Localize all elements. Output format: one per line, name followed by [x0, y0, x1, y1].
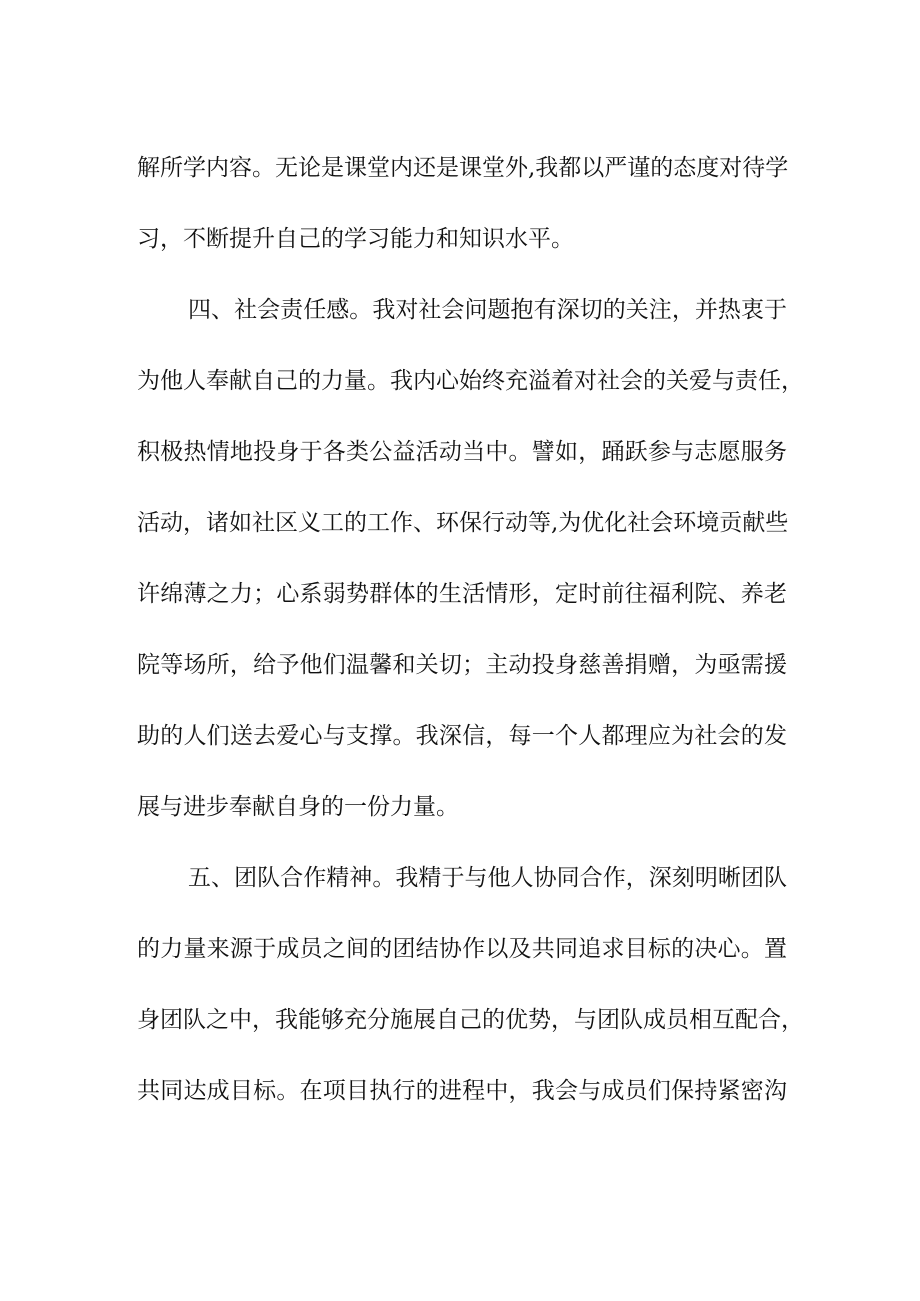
paragraph-line: 的力量来源于成员之间的团结协作以及共同追求目标的决心。置	[137, 936, 787, 962]
paragraph-line: 活动，诸如社区义工的工作、环保行动等,为优化社会环境贡献些	[137, 510, 789, 536]
paragraph-line: 展与进步奉献自身的一份力量。	[137, 794, 459, 820]
paragraph-line: 身团队之中，我能够充分施展自己的优势，与团队成员相互配合，	[137, 1007, 804, 1033]
paragraph-line: 助的人们送去爱心与支撑。我深信，每一个人都理应为社会的发	[137, 723, 787, 749]
paragraph-line: 习，不断提升自己的学习能力和知识水平。	[137, 226, 574, 252]
paragraph-line: 积极热情地投身于各类公益活动当中。譬如，踊跃参与志愿服务	[137, 439, 787, 465]
paragraph-heading-line: 五、团队合作精神。我精于与他人协同合作，深刻明晰团队	[188, 865, 787, 891]
paragraph-line: 为他人奉献自己的力量。我内心始终充溢着对社会的关爱与责任，	[137, 368, 804, 394]
paragraph-heading-line: 四、社会责任感。我对社会问题抱有深切的关注，并热衷于	[188, 297, 787, 323]
paragraph-line: 解所学内容。无论是课堂内还是课堂外,我都以严谨的态度对待学	[137, 155, 789, 181]
paragraph-line: 许绵薄之力；心系弱势群体的生活情形，定时前往福利院、养老	[137, 581, 787, 607]
paragraph-line: 共同达成目标。在项目执行的进程中，我会与成员们保持紧密沟	[137, 1078, 787, 1104]
paragraph-line: 院等场所，给予他们温馨和关切；主动投身慈善捐赠，为亟需援	[137, 652, 787, 678]
